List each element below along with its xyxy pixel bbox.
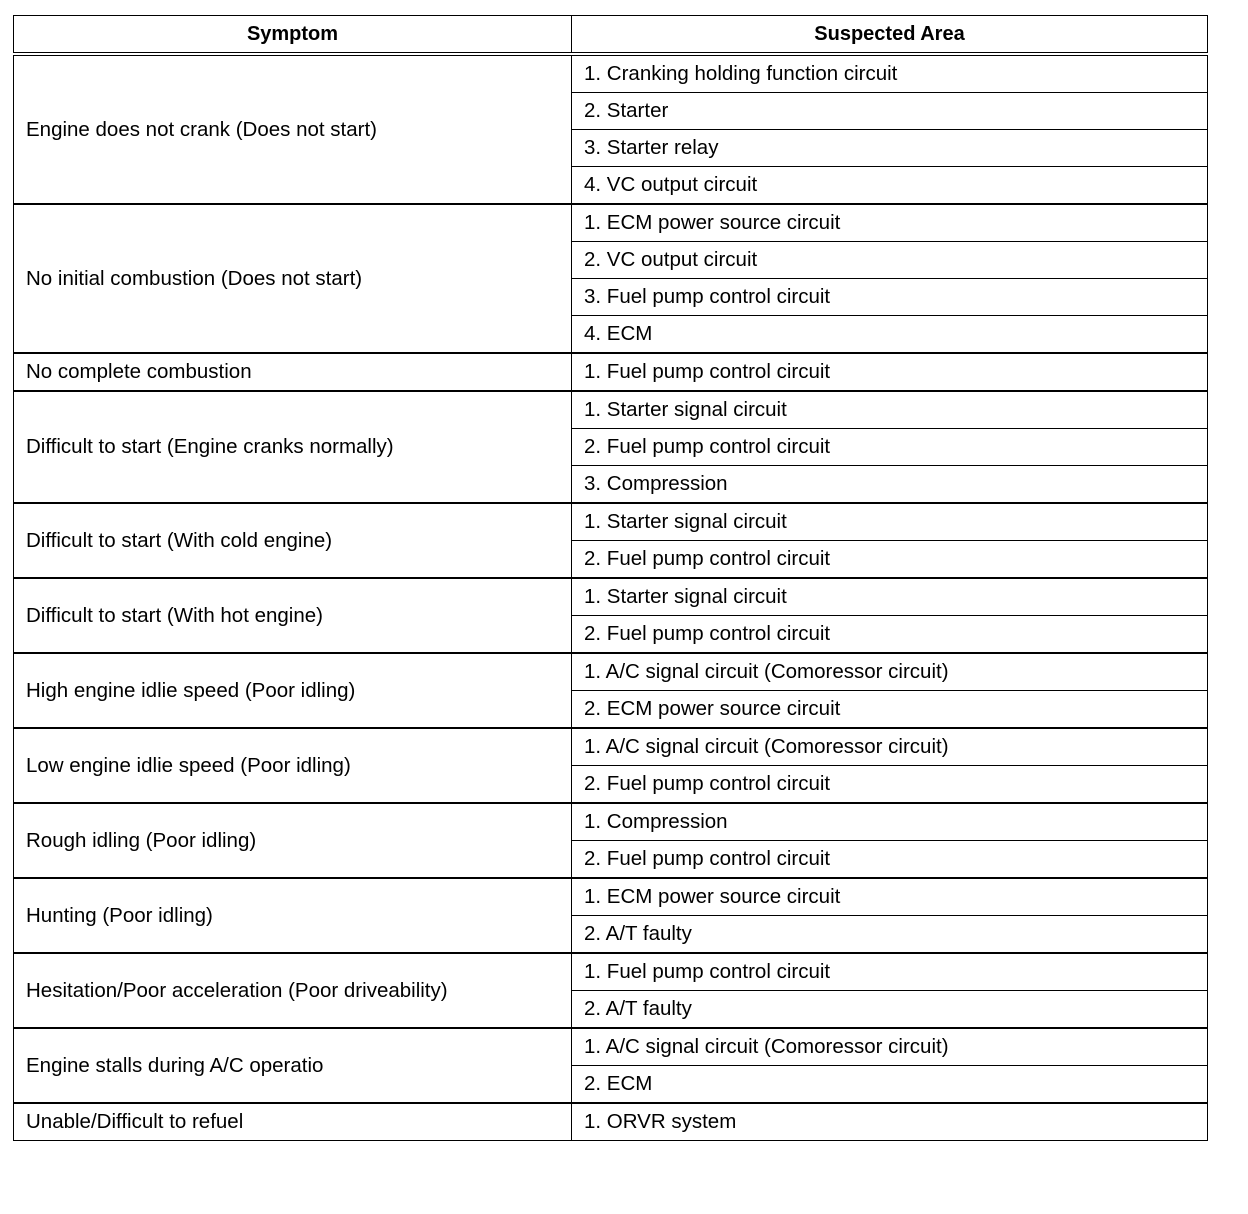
suspected-area-cell: 1. Starter signal circuit bbox=[572, 578, 1208, 616]
symptom-cell: Difficult to start (Engine cranks normally) bbox=[14, 391, 572, 503]
suspected-area-cell: 2. Fuel pump control circuit bbox=[572, 841, 1208, 879]
suspected-area-cell: 1. Cranking holding function circuit bbox=[572, 54, 1208, 93]
table-row bbox=[14, 204, 1208, 242]
suspected-area-cell: 1. A/C signal circuit (Comoressor circuit) bbox=[572, 728, 1208, 766]
suspected-area-cell: 1. ECM power source circuit bbox=[572, 878, 1208, 916]
symptom-cell: Rough idling (Poor idling) bbox=[14, 803, 572, 878]
suspected-area-cell: 2. A/T faulty bbox=[572, 991, 1208, 1029]
suspected-area-cell: 1. Starter signal circuit bbox=[572, 503, 1208, 541]
symptom-cell: Engine does not crank (Does not start) bbox=[14, 54, 572, 204]
suspected-area-cell: 3. Starter relay bbox=[572, 130, 1208, 167]
symptom-cell: Difficult to start (With hot engine) bbox=[14, 578, 572, 653]
suspected-area-cell: 2. Fuel pump control circuit bbox=[572, 541, 1208, 579]
symptom-cell: Hesitation/Poor acceleration (Poor driveability) bbox=[14, 953, 572, 1028]
suspected-area-cell: 2. Starter bbox=[572, 93, 1208, 130]
symptom-table bbox=[13, 15, 1208, 1141]
suspected-area-cell: 1. A/C signal circuit (Comoressor circuit) bbox=[572, 653, 1208, 691]
symptom-cell: Engine stalls during A/C operatio bbox=[14, 1028, 572, 1103]
symptom-cell: High engine idlie speed (Poor idling) bbox=[14, 653, 572, 728]
table-row bbox=[14, 1028, 1208, 1066]
table-row bbox=[14, 653, 1208, 691]
symptom-cell: Difficult to start (With cold engine) bbox=[14, 503, 572, 578]
table-row bbox=[14, 953, 1208, 991]
suspected-area-cell: 3. Compression bbox=[572, 466, 1208, 504]
table-row bbox=[14, 878, 1208, 916]
table-row bbox=[14, 578, 1208, 616]
header-suspected-area: Suspected Area bbox=[572, 16, 1208, 55]
suspected-area-cell: 2. VC output circuit bbox=[572, 242, 1208, 279]
symptom-cell: Low engine idlie speed (Poor idling) bbox=[14, 728, 572, 803]
suspected-area-cell: 2. A/T faulty bbox=[572, 916, 1208, 954]
symptom-cell: No initial combustion (Does not start) bbox=[14, 204, 572, 353]
table-row bbox=[14, 391, 1208, 429]
suspected-area-cell: 1. Starter signal circuit bbox=[572, 391, 1208, 429]
suspected-area-cell: 2. Fuel pump control circuit bbox=[572, 429, 1208, 466]
table-row bbox=[14, 803, 1208, 841]
suspected-area-cell: 1. A/C signal circuit (Comoressor circuit) bbox=[572, 1028, 1208, 1066]
symptom-cell: No complete combustion bbox=[14, 353, 572, 391]
suspected-area-cell: 3. Fuel pump control circuit bbox=[572, 279, 1208, 316]
suspected-area-cell: 1. Fuel pump control circuit bbox=[572, 353, 1208, 391]
suspected-area-cell: 1. Compression bbox=[572, 803, 1208, 841]
symptom-table-container bbox=[13, 15, 1207, 1141]
table-row bbox=[14, 1103, 1208, 1141]
table-row bbox=[14, 353, 1208, 391]
suspected-area-cell: 1. ECM power source circuit bbox=[572, 204, 1208, 242]
suspected-area-cell: 2. ECM bbox=[572, 1066, 1208, 1104]
table-body bbox=[14, 54, 1208, 1141]
table-row bbox=[14, 503, 1208, 541]
table-row bbox=[14, 728, 1208, 766]
suspected-area-cell: 4. VC output circuit bbox=[572, 167, 1208, 205]
header-symptom: Symptom bbox=[14, 16, 572, 55]
symptom-cell: Unable/Difficult to refuel bbox=[14, 1103, 572, 1141]
suspected-area-cell: 4. ECM bbox=[572, 316, 1208, 354]
suspected-area-cell: 1. ORVR system bbox=[572, 1103, 1208, 1141]
suspected-area-cell: 2. ECM power source circuit bbox=[572, 691, 1208, 729]
table-row bbox=[14, 54, 1208, 93]
suspected-area-cell: 2. Fuel pump control circuit bbox=[572, 616, 1208, 654]
suspected-area-cell: 2. Fuel pump control circuit bbox=[572, 766, 1208, 804]
suspected-area-cell: 1. Fuel pump control circuit bbox=[572, 953, 1208, 991]
symptom-cell: Hunting (Poor idling) bbox=[14, 878, 572, 953]
header-row bbox=[14, 16, 1208, 55]
